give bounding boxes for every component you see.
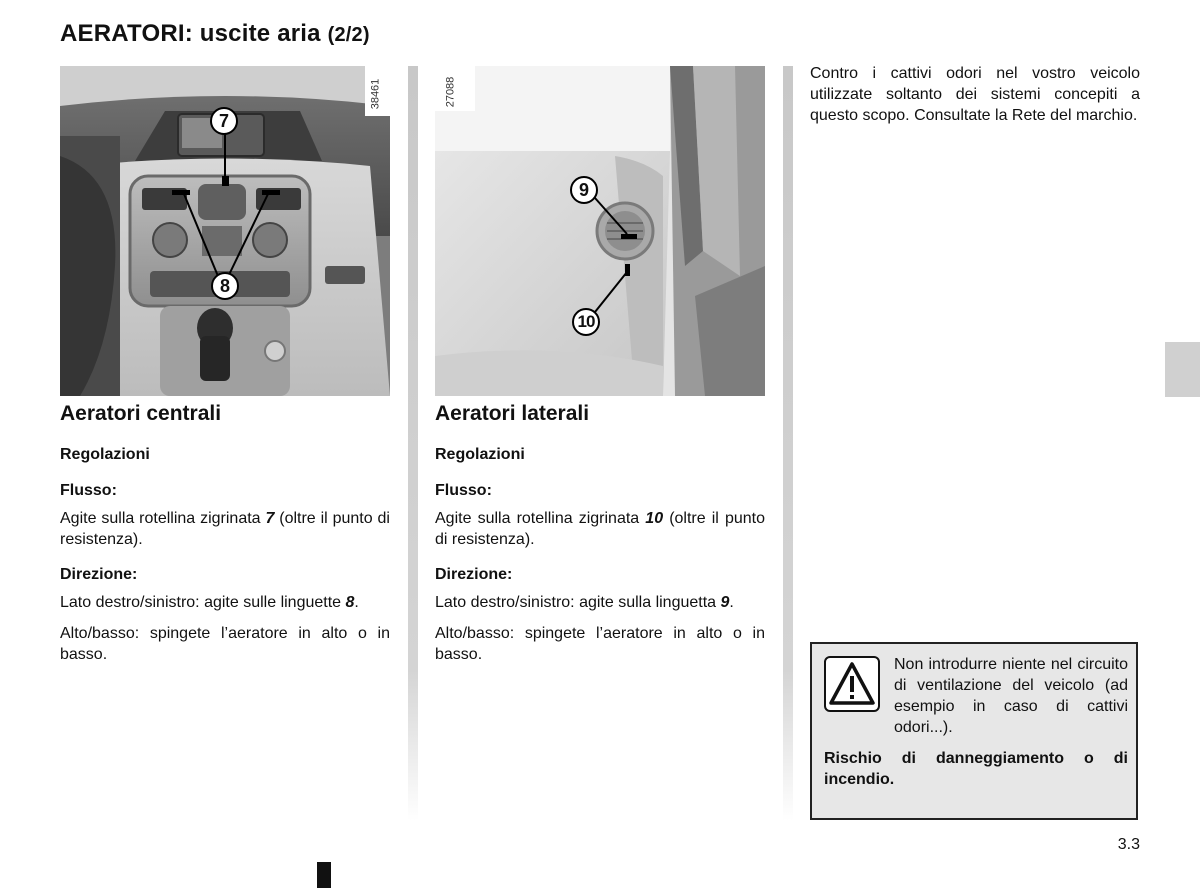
page-title xyxy=(60,20,370,48)
flow-paragraph xyxy=(60,508,390,550)
warning-triangle-icon xyxy=(824,656,880,712)
warning-text: Non introdurre niente nel circuito di ventilazione del veicolo (ad esempio in caso di cattivi odori...). xyxy=(894,656,1128,736)
chapter-tab xyxy=(1165,342,1200,397)
side-vents-illustration xyxy=(435,66,765,396)
callout-8 xyxy=(211,272,239,300)
direction-lr-paragraph xyxy=(435,592,765,613)
page-title-part: (2/2) xyxy=(327,24,370,46)
callout-7 xyxy=(210,107,238,135)
photo-code-left: 38461 xyxy=(369,78,382,110)
warning-box xyxy=(810,642,1138,820)
central-vents-section xyxy=(60,398,390,675)
side-vents-title: Aeratori laterali xyxy=(435,402,590,425)
direction-ud-paragraph: Alto/basso: spingete l’aeratore in alto o in basso. xyxy=(435,625,765,663)
dir-lr-ref: 9 xyxy=(720,594,730,611)
callout-9-label: 9 xyxy=(578,180,589,200)
column-separator-right xyxy=(783,66,793,821)
side-vents-section xyxy=(435,398,765,675)
column-separator-left xyxy=(408,66,418,821)
flow-ref: 10 xyxy=(645,510,664,527)
bottom-mark xyxy=(317,862,331,888)
adjust-heading: Regolazioni xyxy=(60,446,150,463)
dir-lr-before: Lato destro/sinistro: agite sulle linguette xyxy=(60,594,346,611)
page-title-main: AERATORI: uscite aria xyxy=(60,20,321,47)
page-number: 3.3 xyxy=(1117,836,1140,853)
flow-text-before: Agite sulla rotellina zigrinata xyxy=(60,510,266,527)
dir-lr-after: . xyxy=(729,594,734,611)
callout-7-label: 7 xyxy=(218,111,229,131)
direction-lr-paragraph xyxy=(60,592,390,613)
dir-lr-after: . xyxy=(354,594,359,611)
callout-8-label: 8 xyxy=(219,276,230,296)
adjust-heading: Regolazioni xyxy=(435,446,525,463)
odor-note: Contro i cattivi odori nel vostro veicolo utilizzate soltanto dei sistemi concepiti a questo scopo. Consultate la Rete del marchio. xyxy=(810,65,1140,124)
callout-9 xyxy=(570,176,598,204)
flow-text-before: Agite sulla rotellina zigrinata xyxy=(435,510,646,527)
dir-lr-ref: 8 xyxy=(345,594,355,611)
warning-bold-text: Rischio di danneggiamento o di incendio. xyxy=(824,750,1128,788)
flow-paragraph xyxy=(435,508,765,550)
central-vents-title: Aeratori centrali xyxy=(60,402,222,425)
direction-heading: Direzione: xyxy=(435,566,513,583)
callout-10 xyxy=(572,308,600,336)
flow-heading: Flusso: xyxy=(60,482,117,499)
flow-heading: Flusso: xyxy=(435,482,492,499)
flow-text-after: (oltre il punto di resistenza). xyxy=(435,510,765,548)
direction-ud-paragraph: Alto/basso: spingete l’aeratore in alto o in basso. xyxy=(60,625,390,663)
callout-10-label: 10 xyxy=(577,312,595,331)
flow-text-after: (oltre il punto di resistenza). xyxy=(60,510,390,548)
direction-heading: Direzione: xyxy=(60,566,138,583)
dir-lr-before: Lato destro/sinistro: agite sulla linguetta xyxy=(435,594,721,611)
flow-ref: 7 xyxy=(265,510,275,527)
photo-code-middle: 27088 xyxy=(444,76,457,108)
central-vents-illustration xyxy=(60,66,390,396)
